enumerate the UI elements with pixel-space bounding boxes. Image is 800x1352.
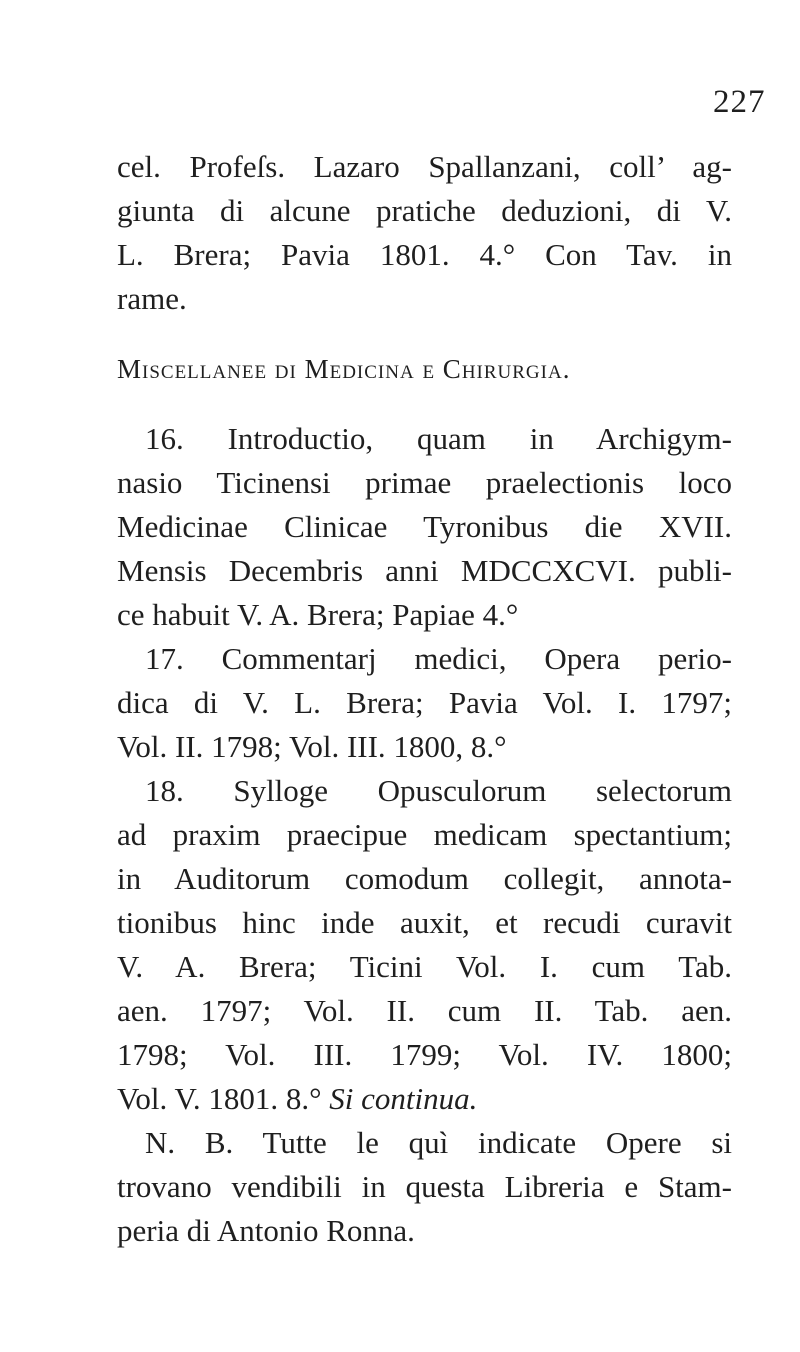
entry-18-line: 1798; Vol. III. 1799; Vol. IV. 1800; xyxy=(117,1037,732,1072)
entry-18-volume-text: Vol. V. 1801. 8.° xyxy=(117,1081,330,1116)
entry-18-line: 18. Sylloge Opusculorum selectorum xyxy=(145,773,732,808)
entry-16-line: ce habuit V. A. Brera; Papiae 4.° xyxy=(117,597,519,632)
entry-18-line: in Auditorum comodum collegit, annota- xyxy=(117,861,732,896)
nota-bene-line: trovano vendibili in questa Libreria e Stam- xyxy=(117,1169,732,1204)
entry-16-line: Medicinae Clinicae Tyronibus die XVII. xyxy=(117,509,732,544)
page-number: 227 xyxy=(713,84,766,120)
entry-16-line: nasio Ticinensi primae praelectionis loco xyxy=(117,465,732,500)
entry-18-line: V. A. Brera; Ticini Vol. I. cum Tab. xyxy=(117,949,732,984)
entry-18-last-line xyxy=(117,1077,732,1121)
section-heading: Miscellanee di Medicina e Chirurgia. xyxy=(117,354,571,384)
entry-18-line: tionibus hinc inde auxit, et recudi curavit xyxy=(117,905,732,940)
entry-18-line: aen. 1797; Vol. II. cum II. Tab. aen. xyxy=(117,993,732,1028)
text-block xyxy=(117,145,732,1253)
entry-16-line: 16. Introductio, quam in Archigym- xyxy=(145,421,732,456)
entry-17-line: Vol. II. 1798; Vol. III. 1800, 8.° xyxy=(117,729,507,764)
continuation-note: Si continua. xyxy=(329,1081,478,1116)
nota-bene-line: N. B. Tutte le quì indicate Opere si xyxy=(145,1125,732,1160)
text-line: giunta di alcune pratiche deduzioni, di V. xyxy=(117,193,732,228)
text-line: L. Brera; Pavia 1801. 4.° Con Tav. in xyxy=(117,237,732,272)
nota-bene-line: peria di Antonio Ronna. xyxy=(117,1213,415,1248)
entry-17-line: dica di V. L. Brera; Pavia Vol. I. 1797; xyxy=(117,685,732,720)
entry-16-line: Mensis Decembris anni MDCCXCVI. publi- xyxy=(117,553,732,588)
text-line: cel. Profeſs. Lazaro Spallanzani, coll’ ag- xyxy=(117,149,732,184)
text-line: rame. xyxy=(117,281,187,316)
entry-17-line: 17. Commentarj medici, Opera perio- xyxy=(145,641,732,676)
entry-18-line: ad praxim praecipue medicam spectantium; xyxy=(117,817,732,852)
